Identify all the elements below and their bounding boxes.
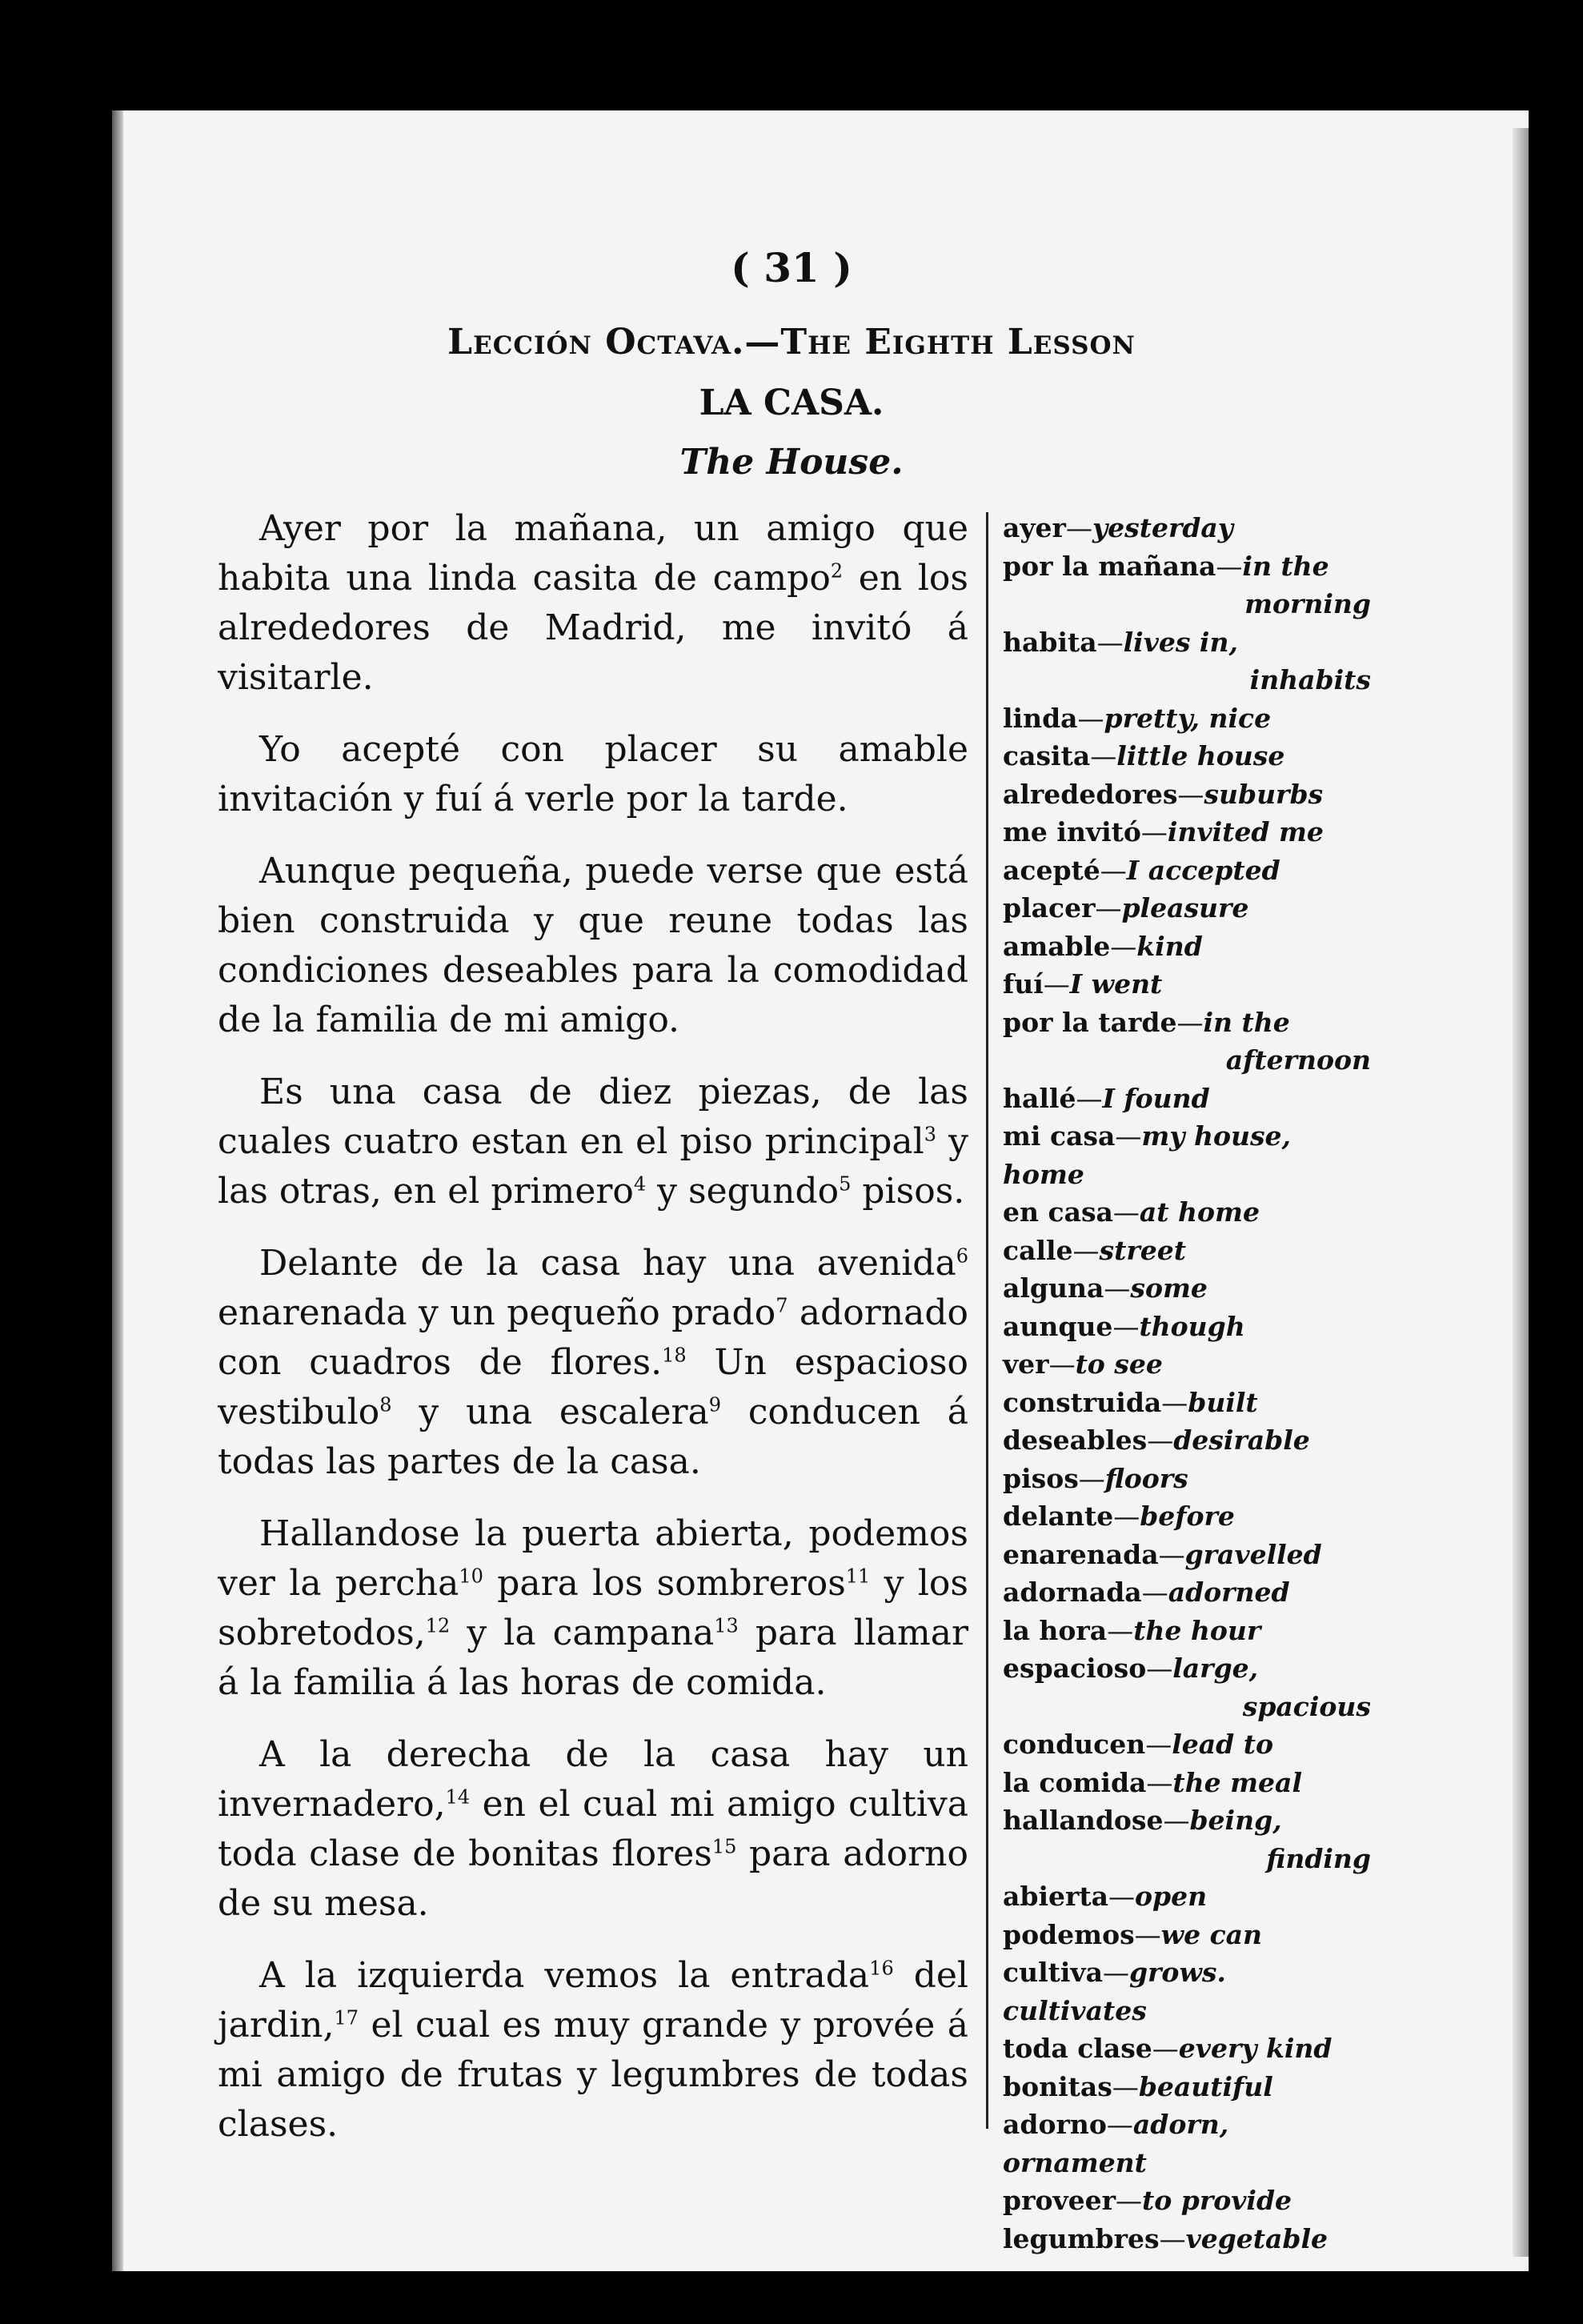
vocab-dash: — [1152, 2033, 1179, 2064]
vocab-dash: — [1048, 1348, 1076, 1380]
vocab-english: pleasure [1121, 892, 1249, 924]
vocab-dash: — [1134, 1918, 1161, 1950]
vocab-entry [1003, 1497, 1371, 1536]
paragraph-text: Hallandose la puerta abierta, podemos ver la percha [218, 1513, 968, 1604]
paragraph-text: el cual es muy grande y provée á mi amigo de frutas y legumbres de todas clases. [218, 2005, 968, 2145]
column-divider [986, 512, 988, 2129]
paragraph-text: y una escalera [391, 1392, 709, 1432]
vocab-entry [1003, 813, 1371, 851]
vocab-entry [1003, 699, 1371, 738]
vocab-english: built [1188, 1386, 1258, 1418]
lesson-text [218, 504, 968, 2172]
vocab-dash: — [1106, 2109, 1133, 2140]
vocab-spanish: adorno [1003, 2109, 1107, 2140]
page-number: ( 31 ) [731, 244, 852, 291]
vocab-entry [1003, 1536, 1371, 1574]
paragraph-text: Un espacioso vestibulo [218, 1342, 969, 1432]
paragraph-text: pisos. [851, 1171, 965, 1212]
vocab-english: some [1130, 1272, 1208, 1304]
vocab-entry [1003, 1612, 1371, 1650]
vocab-dash: — [1116, 2185, 1143, 2216]
vocab-dash: — [1108, 1881, 1135, 1912]
footnote-marker: 2 [830, 559, 844, 583]
vocab-english: the hour [1133, 1614, 1261, 1646]
paragraph [218, 1068, 968, 1216]
vocab-entry [1003, 737, 1371, 775]
footnote-marker: 11 [845, 1565, 871, 1588]
vocab-dash: — [1146, 1766, 1173, 1798]
paragraph [218, 1951, 968, 2150]
vocab-english: we can [1160, 1918, 1263, 1950]
vocab-entry [1003, 965, 1371, 1004]
vocab-english: invited me [1167, 816, 1324, 847]
vocab-entry [1003, 2106, 1371, 2182]
vocab-entry [1003, 509, 1371, 547]
vocab-dash: — [1141, 1577, 1168, 1608]
vocab-english: I found [1102, 1082, 1210, 1114]
vocab-spanish: la comida [1003, 1766, 1147, 1798]
paragraph-text: Ayer por la mañana, un amigo que habita una linda casita de campo [218, 508, 968, 599]
vocab-entry [1003, 1193, 1371, 1232]
vocab-entry [1003, 851, 1371, 890]
paragraph-text: A la derecha de la casa hay un invernadero, [218, 1734, 968, 1825]
vocab-dash: — [1078, 1462, 1105, 1494]
vocab-entry [1003, 2220, 1371, 2258]
footnote-marker: 12 [425, 1614, 451, 1637]
vocab-english: floors [1104, 1462, 1188, 1494]
vocab-dash: — [1159, 2222, 1186, 2254]
vocab-dash: — [1140, 816, 1168, 847]
vocab-dash: — [1102, 1957, 1129, 1988]
vocab-english: at home [1139, 1196, 1260, 1228]
footnote-marker: 4 [633, 1172, 647, 1196]
vocab-english: kind [1136, 930, 1203, 962]
vocab-english: the meal [1172, 1766, 1302, 1798]
vocab-english: little house [1116, 740, 1285, 771]
vocab-spanish: la hora [1003, 1614, 1108, 1646]
vocab-dash: — [1104, 1272, 1131, 1304]
vocabulary-list [1003, 509, 1371, 2258]
vocab-spanish: adornada [1003, 1577, 1142, 1608]
paragraph-text: Aunque pequeña, puede verse que está bien construida y que reune todas las condiciones deseables para la comodidad de la familia de mi amigo. [218, 851, 968, 1040]
vocab-spanish: abierta [1003, 1881, 1108, 1912]
section-subtitle: The House. [679, 442, 904, 483]
vocab-english: desirable [1173, 1424, 1310, 1456]
vocab-entry [1003, 2182, 1371, 2220]
vocab-english: in the [1203, 1006, 1290, 1038]
vocab-english-continued: spacious [1242, 1690, 1371, 1722]
paragraph-text: Yo acepté con placer su amable invitación y fuí á verle por la tarde. [218, 729, 968, 819]
vocab-entry [1003, 1080, 1371, 1118]
paragraph [218, 504, 968, 703]
vocab-english: street [1099, 1234, 1186, 1266]
vocab-entry [1003, 1764, 1371, 1802]
vocab-entry [1003, 547, 1371, 623]
vocab-english: grows. cultivates [1003, 1957, 1226, 2026]
paragraph-text: del jardin, [218, 1955, 969, 2046]
vocab-english: my house, home [1003, 1120, 1292, 1190]
vocab-english: in the [1242, 550, 1329, 582]
vocab-spanish: ver [1003, 1348, 1049, 1380]
vocab-entry [1003, 1573, 1371, 1612]
vocab-spanish: bonitas [1003, 2070, 1112, 2102]
vocab-entry [1003, 1004, 1371, 1080]
vocab-spanish: placer [1003, 892, 1096, 924]
vocab-english: before [1140, 1501, 1235, 1532]
vocab-spanish: fuí [1003, 968, 1044, 1000]
paragraph-text: para los sombreros [483, 1563, 846, 1604]
vocab-entry [1003, 2029, 1371, 2068]
vocab-dash: — [1112, 2070, 1139, 2102]
vocab-dash: — [1163, 1805, 1190, 1836]
vocab-spanish: me invitó [1003, 816, 1141, 847]
vocab-english: adorned [1168, 1577, 1290, 1608]
vocab-english: being, [1189, 1805, 1282, 1836]
vocab-english: I went [1069, 968, 1163, 1000]
vocab-dash: — [1112, 1310, 1140, 1342]
paragraph-text: Delante de la casa hay una avenida [259, 1243, 956, 1284]
vocab-dash: — [1077, 702, 1104, 734]
vocab-english: pretty, nice [1104, 702, 1272, 734]
vocab-entry [1003, 1384, 1371, 1422]
vocab-dash: — [1177, 778, 1204, 810]
vocab-dash: — [1072, 1234, 1100, 1266]
vocab-dash: — [1115, 1120, 1142, 1152]
paragraph-text: A la izquierda vemos la entrada [259, 1955, 870, 1996]
vocab-english: lives in, [1123, 626, 1238, 658]
vocab-spanish: calle [1003, 1234, 1073, 1266]
vocab-spanish: enarenada [1003, 1538, 1159, 1570]
vocab-entry [1003, 1916, 1371, 1954]
vocab-dash: — [1076, 1082, 1103, 1114]
vocab-spanish: delante [1003, 1501, 1114, 1532]
vocab-dash: — [1146, 1653, 1173, 1684]
vocab-entry [1003, 1421, 1371, 1460]
footnote-marker: 13 [714, 1614, 739, 1637]
footnote-marker: 15 [711, 1835, 737, 1858]
vocab-english: vegetable [1185, 2222, 1329, 2254]
vocab-spanish: toda clase [1003, 2033, 1152, 2064]
vocab-spanish: proveer [1003, 2185, 1116, 2216]
vocab-spanish: hallandose [1003, 1805, 1164, 1836]
vocab-dash: — [1095, 892, 1122, 924]
vocab-dash: — [1145, 1729, 1172, 1760]
footnote-marker: 9 [708, 1393, 722, 1416]
vocab-entry [1003, 1460, 1371, 1498]
vocab-english: lead to [1172, 1729, 1273, 1760]
vocab-spanish: podemos [1003, 1918, 1135, 1950]
vocab-english-continued: inhabits [1249, 664, 1371, 695]
paragraph-text: conducen á todas las partes de la casa. [218, 1392, 968, 1482]
paragraph-text: y las otras, en el primero [218, 1121, 969, 1212]
paragraph-text: y los sobretodos, [218, 1563, 968, 1653]
vocab-entry [1003, 1269, 1371, 1308]
vocab-english: open [1135, 1881, 1208, 1912]
vocab-entry [1003, 775, 1371, 814]
vocab-dash: — [1043, 968, 1070, 1000]
paragraph-text: y segundo [646, 1171, 840, 1212]
vocab-spanish: conducen [1003, 1729, 1146, 1760]
vocab-dash: — [1065, 512, 1092, 543]
vocab-entry [1003, 1345, 1371, 1384]
vocab-dash: — [1113, 1501, 1140, 1532]
vocab-english: I accepted [1126, 854, 1280, 886]
vocab-entry [1003, 2068, 1371, 2106]
paragraph [218, 1730, 968, 1929]
vocab-entry [1003, 928, 1371, 966]
vocab-english: though [1139, 1310, 1245, 1342]
vocab-spanish: espacioso [1003, 1653, 1147, 1684]
vocab-spanish: por la mañana [1003, 550, 1216, 582]
vocab-english: beautiful [1138, 2070, 1273, 2102]
footnote-marker: 6 [956, 1244, 968, 1268]
vocab-spanish: linda [1003, 702, 1078, 734]
vocab-spanish: por la tarde [1003, 1006, 1177, 1038]
vocab-english-continued: afternoon [1225, 1044, 1371, 1076]
paragraph-text: y la campana [450, 1613, 715, 1653]
footnote-marker: 16 [869, 1957, 894, 1980]
vocab-spanish: en casa [1003, 1196, 1113, 1228]
paragraph-text: en los alrededores de Madrid, me invitó á visitarle. [218, 558, 968, 698]
vocab-dash: — [1110, 930, 1137, 962]
footnote-marker: 14 [445, 1785, 471, 1809]
paragraph-text: Es una casa de diez piezas, de las cuales cuatro estan en el piso principal [218, 1072, 968, 1162]
vocab-entry [1003, 1725, 1371, 1764]
paragraph [218, 1509, 968, 1708]
vocab-entry [1003, 1308, 1371, 1346]
vocab-dash: — [1161, 1386, 1188, 1418]
footnote-marker: 5 [839, 1172, 852, 1196]
vocab-entry [1003, 1801, 1371, 1877]
vocab-entry [1003, 1649, 1371, 1725]
vocab-dash: — [1216, 550, 1243, 582]
vocab-spanish: aunque [1003, 1310, 1113, 1342]
vocab-spanish: pisos [1003, 1462, 1079, 1494]
vocab-spanish: legumbres [1003, 2222, 1160, 2254]
paragraph-text: en el cual mi amigo cultiva toda clase de bonitas flores [218, 1784, 968, 1874]
vocab-english-continued: morning [1244, 588, 1371, 619]
paragraph-text: adornado con cuadros de flores. [218, 1292, 968, 1383]
vocab-entry [1003, 1117, 1371, 1193]
vocab-english: adorn, ornament [1003, 2109, 1229, 2178]
vocab-dash: — [1107, 1614, 1134, 1646]
lesson-title: Lección Octava.—The Eighth Lesson [447, 322, 1136, 363]
footnote-marker: 17 [334, 2006, 359, 2029]
vocab-spanish: deseables [1003, 1424, 1148, 1456]
vocab-dash: — [1096, 626, 1124, 658]
vocab-entry [1003, 1232, 1371, 1270]
vocab-spanish: habita [1003, 626, 1097, 658]
vocab-english: suburbs [1204, 778, 1324, 810]
paragraph [218, 725, 968, 824]
vocab-dash: — [1090, 740, 1117, 771]
vocab-entry [1003, 1877, 1371, 1916]
vocab-entry [1003, 623, 1371, 699]
vocab-english: gravelled [1184, 1538, 1322, 1570]
vocab-english: to provide [1142, 2185, 1292, 2216]
paragraph-text: enarenada y un pequeño prado [218, 1292, 776, 1333]
vocab-spanish: mi casa [1003, 1120, 1116, 1152]
vocab-entry [1003, 1953, 1371, 2029]
vocab-dash: — [1158, 1538, 1185, 1570]
vocab-dash: — [1147, 1424, 1174, 1456]
vocab-spanish: alguna [1003, 1272, 1104, 1304]
page-gutter-shadow [112, 110, 123, 2271]
vocab-dash: — [1176, 1006, 1204, 1038]
vocab-spanish: hallé [1003, 1082, 1076, 1114]
vocab-english: to see [1075, 1348, 1163, 1380]
vocab-english: large, [1172, 1653, 1259, 1684]
footnote-marker: 8 [379, 1393, 392, 1416]
footnote-marker: 18 [662, 1344, 687, 1367]
paragraph [218, 1239, 968, 1487]
paragraph-text: para adorno de su mesa. [218, 1833, 969, 1924]
section-title: LA CASA. [699, 383, 884, 423]
footnote-marker: 3 [924, 1123, 936, 1146]
vocab-spanish: casita [1003, 740, 1091, 771]
vocab-spanish: cultiva [1003, 1957, 1103, 1988]
paragraph [218, 847, 968, 1045]
vocab-spanish: construida [1003, 1386, 1162, 1418]
footnote-marker: 7 [775, 1294, 788, 1317]
vocab-spanish: alrededores [1003, 778, 1178, 810]
vocab-dash: — [1112, 1196, 1140, 1228]
vocab-spanish: ayer [1003, 512, 1066, 543]
footnote-marker: 10 [459, 1565, 483, 1588]
vocab-spanish: acepté [1003, 854, 1100, 886]
vocab-entry [1003, 889, 1371, 928]
vocab-english: yesterday [1092, 512, 1233, 543]
vocab-english-continued: finding [1266, 1842, 1371, 1874]
vocab-english: every kind [1178, 2033, 1333, 2064]
paragraph-text: para llamar á la familia á las horas de comida. [218, 1613, 968, 1703]
vocab-dash: — [1100, 854, 1127, 886]
vocab-spanish: amable [1003, 930, 1111, 962]
